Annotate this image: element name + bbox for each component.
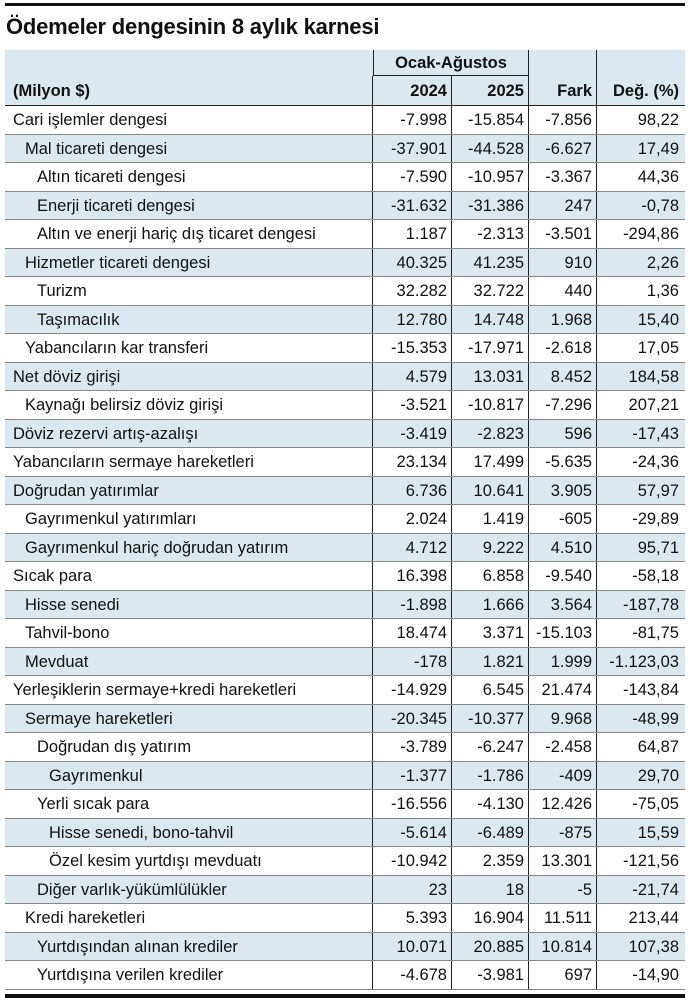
value-2025: -10.817 (452, 391, 529, 419)
header-divider (596, 50, 597, 76)
value-2024: -3.419 (373, 420, 452, 448)
row-label: Turizm (5, 277, 373, 305)
difference-value: -6.627 (529, 135, 597, 163)
value-2024: 23 (373, 876, 452, 904)
row-label: Döviz rezervi artış-azalışı (5, 420, 373, 448)
table-row (5, 192, 685, 221)
value-2025: 9.222 (452, 534, 529, 562)
change-percent-value: 213,44 (628, 909, 679, 927)
row-label: Yabancıların sermaye hareketleri (5, 448, 373, 476)
difference-value: 440 (529, 277, 597, 305)
row-label: Diğer varlık-yükümlülükler (5, 876, 373, 904)
change-percent-value: -187,78 (623, 595, 679, 614)
difference-value: 10.814 (529, 933, 597, 961)
page-title: Ödemeler dengesinin 8 aylık karnesi (6, 14, 380, 39)
difference-value: 1.968 (529, 306, 597, 334)
header-spacer-right (529, 50, 685, 76)
value-2025: -4.130 (452, 790, 529, 818)
row-label: Doğrudan yatırımlar (5, 477, 373, 505)
table-row (5, 334, 685, 363)
row-label: Taşımacılık (5, 306, 373, 334)
change-percent-header: Değ. (%) (613, 82, 679, 100)
table-row (5, 847, 685, 876)
value-2024: -7.590 (373, 163, 452, 191)
value-2024: -1.898 (373, 591, 452, 619)
difference-value: -2.458 (529, 733, 597, 761)
row-label: Enerji ticareti dengesi (5, 192, 373, 220)
change-percent-value: -17,43 (632, 424, 679, 443)
header-spacer (5, 50, 373, 76)
row-label: Net döviz girişi (5, 363, 373, 391)
row-label: Hisse senedi (5, 591, 373, 619)
value-2025: -6.247 (452, 733, 529, 761)
value-2024: -10.942 (373, 847, 452, 875)
difference-value: -7.856 (529, 106, 597, 134)
difference-value: 910 (529, 249, 597, 277)
value-2025: 3.371 (452, 619, 529, 647)
row-label: Sermaye hareketleri (5, 705, 373, 733)
value-2025: 6.545 (452, 676, 529, 704)
table-row (5, 391, 685, 420)
bottom-rule (5, 994, 685, 998)
change-percent-value: 107,38 (628, 937, 679, 956)
difference-value: -9.540 (529, 562, 597, 590)
value-2024: 23.134 (373, 448, 452, 476)
value-2024: 2.024 (373, 505, 452, 533)
value-2025: 6.858 (452, 562, 529, 590)
unit-header: (Milyon $) (5, 76, 373, 105)
table-row (5, 733, 685, 762)
value-2025: 1.821 (452, 648, 529, 676)
row-label: Yurtdışından alınan krediler (5, 933, 373, 961)
row-label: Altın ve enerji hariç dış ticaret dengesi (5, 220, 373, 248)
change-percent-value: -29,89 (632, 510, 679, 528)
table-row (5, 163, 685, 192)
period-header: Ocak-Ağustos (373, 50, 529, 76)
difference-value: 247 (529, 192, 597, 220)
difference-value: -15.103 (529, 619, 597, 647)
value-2024: -37.901 (373, 135, 452, 163)
value-2025: 1.666 (452, 591, 529, 619)
value-2025: 41.235 (452, 249, 529, 277)
change-percent-value: 64,87 (637, 738, 679, 756)
value-2025: 18 (452, 876, 529, 904)
row-label: Cari işlemler dengesi (5, 106, 373, 134)
value-2025: 13.031 (452, 363, 529, 391)
year-2025-header: 2025 (452, 76, 529, 105)
change-percent-value: 17,05 (637, 339, 679, 357)
difference-value: -2.618 (529, 334, 597, 362)
difference-value: -409 (529, 762, 597, 790)
row-label: Kaynağı belirsiz döviz girişi (5, 391, 373, 419)
table-row (5, 306, 685, 335)
value-2024: -15.353 (373, 334, 452, 362)
change-percent-value: 15,40 (637, 310, 679, 329)
value-2024: -3.521 (373, 391, 452, 419)
difference-value: 12.426 (529, 790, 597, 818)
value-2024: -1.377 (373, 762, 452, 790)
table-row (5, 676, 685, 705)
row-label: Kredi hareketleri (5, 904, 373, 932)
difference-value: 3.564 (529, 591, 597, 619)
value-2024: -31.632 (373, 192, 452, 220)
balance-of-payments-table (5, 50, 685, 990)
row-label: Hizmetler ticareti dengesi (5, 249, 373, 277)
change-percent-value: -0,78 (641, 196, 679, 215)
table-row (5, 790, 685, 819)
top-rule (5, 3, 685, 6)
table-row (5, 819, 685, 848)
difference-value: -5 (529, 876, 597, 904)
table-row (5, 762, 685, 791)
change-percent-value: -121,56 (623, 852, 679, 870)
value-2024: 1.187 (373, 220, 452, 248)
table-row (5, 277, 685, 306)
difference-value: -605 (529, 505, 597, 533)
change-percent-value: -48,99 (632, 709, 679, 728)
change-percent-value: 207,21 (628, 396, 679, 414)
value-2025: -1.786 (452, 762, 529, 790)
table-row (5, 106, 685, 135)
difference-value: -3.367 (529, 163, 597, 191)
change-percent-value: 95,71 (637, 538, 679, 557)
difference-value: 697 (529, 961, 597, 989)
table-row (5, 591, 685, 620)
change-percent-value: -21,74 (632, 880, 679, 899)
row-label: Mal ticareti dengesi (5, 135, 373, 163)
value-2025: -2.823 (452, 420, 529, 448)
change-percent-value: 15,59 (637, 823, 679, 842)
change-percent-value: 57,97 (637, 481, 679, 500)
difference-value: -875 (529, 819, 597, 847)
table-row (5, 648, 685, 677)
value-2025: -6.489 (452, 819, 529, 847)
table-row (5, 961, 685, 990)
row-label: Yabancıların kar transferi (5, 334, 373, 362)
table-row (5, 705, 685, 734)
row-label: Yurtdışına verilen krediler (5, 961, 373, 989)
value-2024: 10.071 (373, 933, 452, 961)
value-2025: 17.499 (452, 448, 529, 476)
change-percent-value: -24,36 (632, 453, 679, 471)
difference-value: 1.999 (529, 648, 597, 676)
table-row (5, 420, 685, 449)
difference-value: 4.510 (529, 534, 597, 562)
row-label: Mevduat (5, 648, 373, 676)
difference-value: 11.511 (529, 904, 597, 932)
row-label: Gayrımenkul hariç doğrudan yatırım (5, 534, 373, 562)
table-header-group-row (5, 50, 685, 76)
difference-header: Fark (529, 76, 597, 105)
value-2025: -10.957 (452, 163, 529, 191)
change-percent-value: 44,36 (637, 168, 679, 186)
table-row (5, 505, 685, 534)
change-percent-value: 2,26 (646, 253, 679, 272)
value-2025: -17.971 (452, 334, 529, 362)
value-2025: -2.313 (452, 220, 529, 248)
value-2024: -5.614 (373, 819, 452, 847)
table-row (5, 904, 685, 933)
difference-value: 21.474 (529, 676, 597, 704)
value-2025: 1.419 (452, 505, 529, 533)
value-2024: 16.398 (373, 562, 452, 590)
value-2024: 18.474 (373, 619, 452, 647)
value-2025: 2.359 (452, 847, 529, 875)
difference-value: 8.452 (529, 363, 597, 391)
table-row (5, 363, 685, 392)
value-2024: -16.556 (373, 790, 452, 818)
value-2024: -4.678 (373, 961, 452, 989)
row-label: Tahvil-bono (5, 619, 373, 647)
value-2024: -7.998 (373, 106, 452, 134)
change-percent-value: -58,18 (632, 567, 679, 585)
table-row (5, 135, 685, 164)
value-2024: -20.345 (373, 705, 452, 733)
row-label: Yerli sıcak para (5, 790, 373, 818)
value-2025: 20.885 (452, 933, 529, 961)
value-2024: 4.712 (373, 534, 452, 562)
difference-value: -5.635 (529, 448, 597, 476)
value-2025: 14.748 (452, 306, 529, 334)
change-percent-value: 184,58 (628, 367, 679, 386)
table-row (5, 933, 685, 962)
year-2024-header: 2024 (373, 76, 452, 105)
difference-value: 13.301 (529, 847, 597, 875)
change-percent-value: -294,86 (623, 225, 679, 243)
value-2024: 40.325 (373, 249, 452, 277)
value-2025: 10.641 (452, 477, 529, 505)
change-percent-value: 98,22 (637, 111, 679, 129)
change-percent-value: -1.123,03 (609, 652, 679, 671)
change-percent-value: 1,36 (646, 282, 679, 300)
value-2025: -10.377 (452, 705, 529, 733)
change-percent-value: -143,84 (623, 681, 679, 699)
value-2024: 32.282 (373, 277, 452, 305)
value-2025: -15.854 (452, 106, 529, 134)
table-row (5, 477, 685, 506)
row-label: Altın ticareti dengesi (5, 163, 373, 191)
table-row (5, 220, 685, 249)
value-2025: -44.528 (452, 135, 529, 163)
value-2025: 16.904 (452, 904, 529, 932)
value-2025: -3.981 (452, 961, 529, 989)
value-2024: -3.789 (373, 733, 452, 761)
difference-value: -7.296 (529, 391, 597, 419)
table-body (5, 106, 685, 990)
row-label: Hisse senedi, bono-tahvil (5, 819, 373, 847)
value-2025: -31.386 (452, 192, 529, 220)
table-row (5, 249, 685, 278)
table-row (5, 619, 685, 648)
row-label: Özel kesim yurtdışı mevduatı (5, 847, 373, 875)
table-row (5, 534, 685, 563)
value-2024: 4.579 (373, 363, 452, 391)
difference-value: 3.905 (529, 477, 597, 505)
table-row (5, 562, 685, 591)
difference-value: 596 (529, 420, 597, 448)
row-label: Sıcak para (5, 562, 373, 590)
row-label: Gayrımenkul yatırımları (5, 505, 373, 533)
row-label: Gayrımenkul (5, 762, 373, 790)
change-percent-value: -75,05 (632, 795, 679, 813)
difference-value: 9.968 (529, 705, 597, 733)
value-2024: 6.736 (373, 477, 452, 505)
change-percent-value: 17,49 (637, 139, 679, 158)
difference-value: -3.501 (529, 220, 597, 248)
change-percent-value: -81,75 (632, 624, 679, 642)
value-2024: 12.780 (373, 306, 452, 334)
value-2024: 5.393 (373, 904, 452, 932)
table-row (5, 448, 685, 477)
change-percent-value: -14,90 (632, 966, 679, 984)
value-2024: -178 (373, 648, 452, 676)
table-header-row (5, 76, 685, 106)
change-percent-value: 29,70 (637, 766, 679, 785)
row-label: Doğrudan dış yatırım (5, 733, 373, 761)
table-row (5, 876, 685, 905)
value-2025: 32.722 (452, 277, 529, 305)
row-label: Yerleşiklerin sermaye+kredi hareketleri (5, 676, 373, 704)
value-2024: -14.929 (373, 676, 452, 704)
